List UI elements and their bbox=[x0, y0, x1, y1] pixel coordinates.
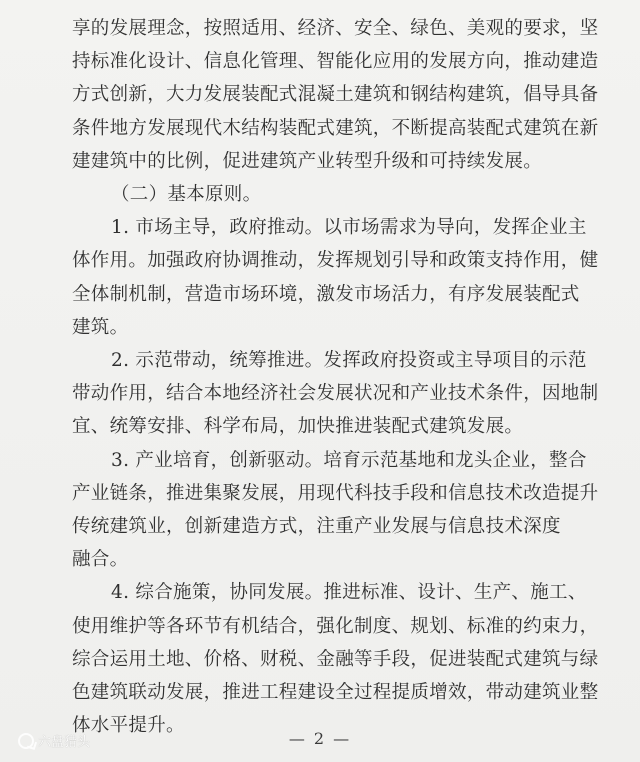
watermark-label: 六盘猎头 bbox=[38, 734, 91, 749]
principle-3-line: 传统建筑业，创新建造方式，注重产业发展与信息技术深度 bbox=[72, 516, 561, 537]
document-line: 方式创新，大力发展装配式混凝土建筑和钢结构建筑，倡导具备 bbox=[72, 84, 599, 106]
document-line: 条件地方发展现代木结构装配式建筑，不断提高装配式建筑在新 bbox=[72, 117, 599, 139]
document-line: 建建筑中的比例，促进建筑产业转型升级和可持续发展。 bbox=[72, 150, 543, 172]
principle-1-line: 全体制机制，营造市场环境，激发市场活力，有序发展装配式 bbox=[72, 283, 580, 305]
principle-4-line: 4. 综合施策，协同发展。推进标准、设计、生产、施工、 bbox=[111, 582, 587, 604]
principle-2-line: 宜、统筹安排、科学布局，加快推进装配式建筑发展。 bbox=[72, 416, 524, 438]
page-number: — 2 — bbox=[288, 729, 352, 748]
principle-3-line: 产业链条，推进集聚发展，用现代科技手段和信息技术改造提升 bbox=[72, 482, 599, 504]
principle-4-line: 色建筑联动发展，推进工程建设全过程提质增效，带动建筑业整 bbox=[72, 682, 599, 703]
principle-3-line: 3. 产业培育，创新驱动。培育示范基地和龙头企业，整合 bbox=[111, 449, 587, 471]
principle-2-line: 2. 示范带动，统筹推进。发挥政府投资或主导项目的示范 bbox=[111, 350, 587, 371]
principle-1-line: 1. 市场主导，政府推动。以市场需求为导向，发挥企业主 bbox=[111, 217, 587, 239]
document-line: 持标准化设计、信息化管理、智能化应用的发展方向，推动建造 bbox=[72, 51, 599, 73]
principle-1-line: 建筑。 bbox=[72, 316, 129, 338]
principle-4-line: 体水平提升。 bbox=[72, 715, 185, 737]
principle-3-line: 融合。 bbox=[72, 549, 129, 571]
principle-4-line: 使用维护等各环节有机结合，强化制度、规划、标准的约束力， bbox=[72, 615, 599, 637]
watermark bbox=[18, 731, 90, 750]
principle-4-line: 综合运用土地、价格、财税、金融等手段，促进装配式建筑与绿 bbox=[72, 648, 599, 670]
section-heading: （二）基本原则。 bbox=[111, 184, 262, 205]
principle-1-line: 体作用。加强政府协调推动，发挥规划引导和政策支持作用，健 bbox=[72, 250, 599, 272]
search-icon bbox=[18, 733, 34, 749]
document-line: 享的发展理念，按照适用、经济、安全、绿色、美观的要求，坚 bbox=[72, 18, 599, 39]
principle-2-line: 带动作用，结合本地经济社会发展状况和产业技术条件，因地制 bbox=[72, 383, 599, 405]
